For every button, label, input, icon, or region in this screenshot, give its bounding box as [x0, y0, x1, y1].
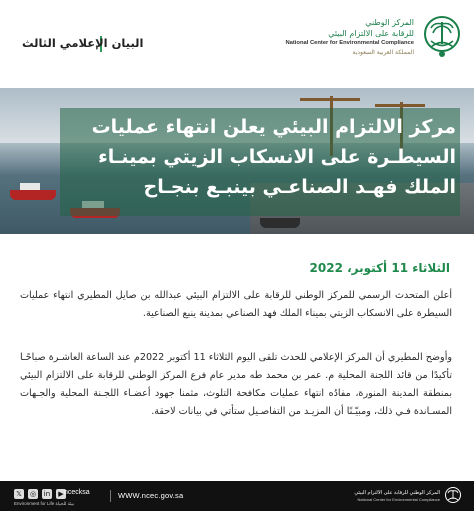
hero-title: مركز الالتزام البيئي يعلن انتهاء عمليات السيطـرة على الانسكاب الزيتي بمينـاء الملك فهـد الصناعـي بينبـع بنجـاح	[91, 116, 456, 198]
linkedin-icon[interactable]: in	[43, 490, 51, 498]
hero-banner	[0, 88, 474, 234]
header	[0, 0, 474, 88]
ncec-logo	[285, 14, 462, 60]
publish-date: الثلاثاء 11 أكتوبر، 2022	[309, 261, 450, 275]
footer-divider	[110, 490, 111, 502]
logo-country: المملكة العربية السعودية	[352, 49, 414, 56]
footer-logo-arabic: المركز الوطني للرقابة على الالتزام البيئي	[354, 489, 440, 496]
footer-tagline: Environment for Life بيئة للحياة	[14, 501, 75, 506]
tugboat-1	[10, 190, 56, 200]
tugboat-1-cabin	[20, 183, 40, 190]
x-icon[interactable]: 𝕏	[14, 489, 24, 499]
youtube-icon[interactable]: ▶	[56, 489, 66, 499]
body-paragraph-2: وأوضح المطيري أن المركز الإعلامي للحدث تلقى اليوم الثلاثاء 11 أكتوبر 2022م عند الساعة العاشـرة صباحًـا تأكيدًا من قائد اللجنة المحلية م. عمر بن محمد طه مدير عام فرع المركز الوطني للرقابة على الالتزام البيئي بمنطقة المدينة المنورة، مفادُه انتهاء عمليات مكافحة التلوث، مثمنا جهود أعضـاء اللجـنة المحلية والجـهات المسـاندة فـي ذلك، ومبيّـنًا أن المزيـد من التفاصـيل ستأتي في بيانات لاحقة.	[20, 352, 452, 417]
logo-english: National Center for Environmental Compliance	[285, 40, 414, 46]
footer	[0, 481, 474, 511]
tugboat-3	[260, 218, 300, 228]
social-handle[interactable]: ncecksa	[64, 489, 90, 496]
social-icons	[14, 489, 66, 499]
website-link[interactable]: WWW.ncec.gov.sa	[118, 491, 184, 500]
footer-emblem-icon	[444, 486, 462, 506]
crane-4	[375, 104, 425, 107]
logo-text	[285, 17, 414, 57]
logo-arabic-line2: للرقابة على الالتزام البيئي	[328, 29, 414, 38]
crane-2	[300, 98, 360, 101]
footer-logo-text	[354, 490, 440, 503]
logo-arabic-line1: المركز الوطني	[365, 18, 414, 27]
instagram-icon[interactable]: ◎	[29, 490, 37, 498]
footer-logo	[354, 486, 462, 506]
statement-label: البيان الإعلامي الثالث	[22, 36, 144, 50]
body-paragraph-1: أعلن المتحدث الرسمي للمركز الوطني للرقابة على الالتزام البيئي عبدالله بن صايل المطيري انتهاء عمليات السيطرة على الانسكاب الزيتي بميناء الملك فهد الصناعي بمدينة ينبع الصناعية.	[20, 290, 452, 319]
footer-logo-english: National Center for Environmental Compliance	[357, 496, 440, 502]
palm-swords-emblem-icon	[422, 14, 462, 60]
